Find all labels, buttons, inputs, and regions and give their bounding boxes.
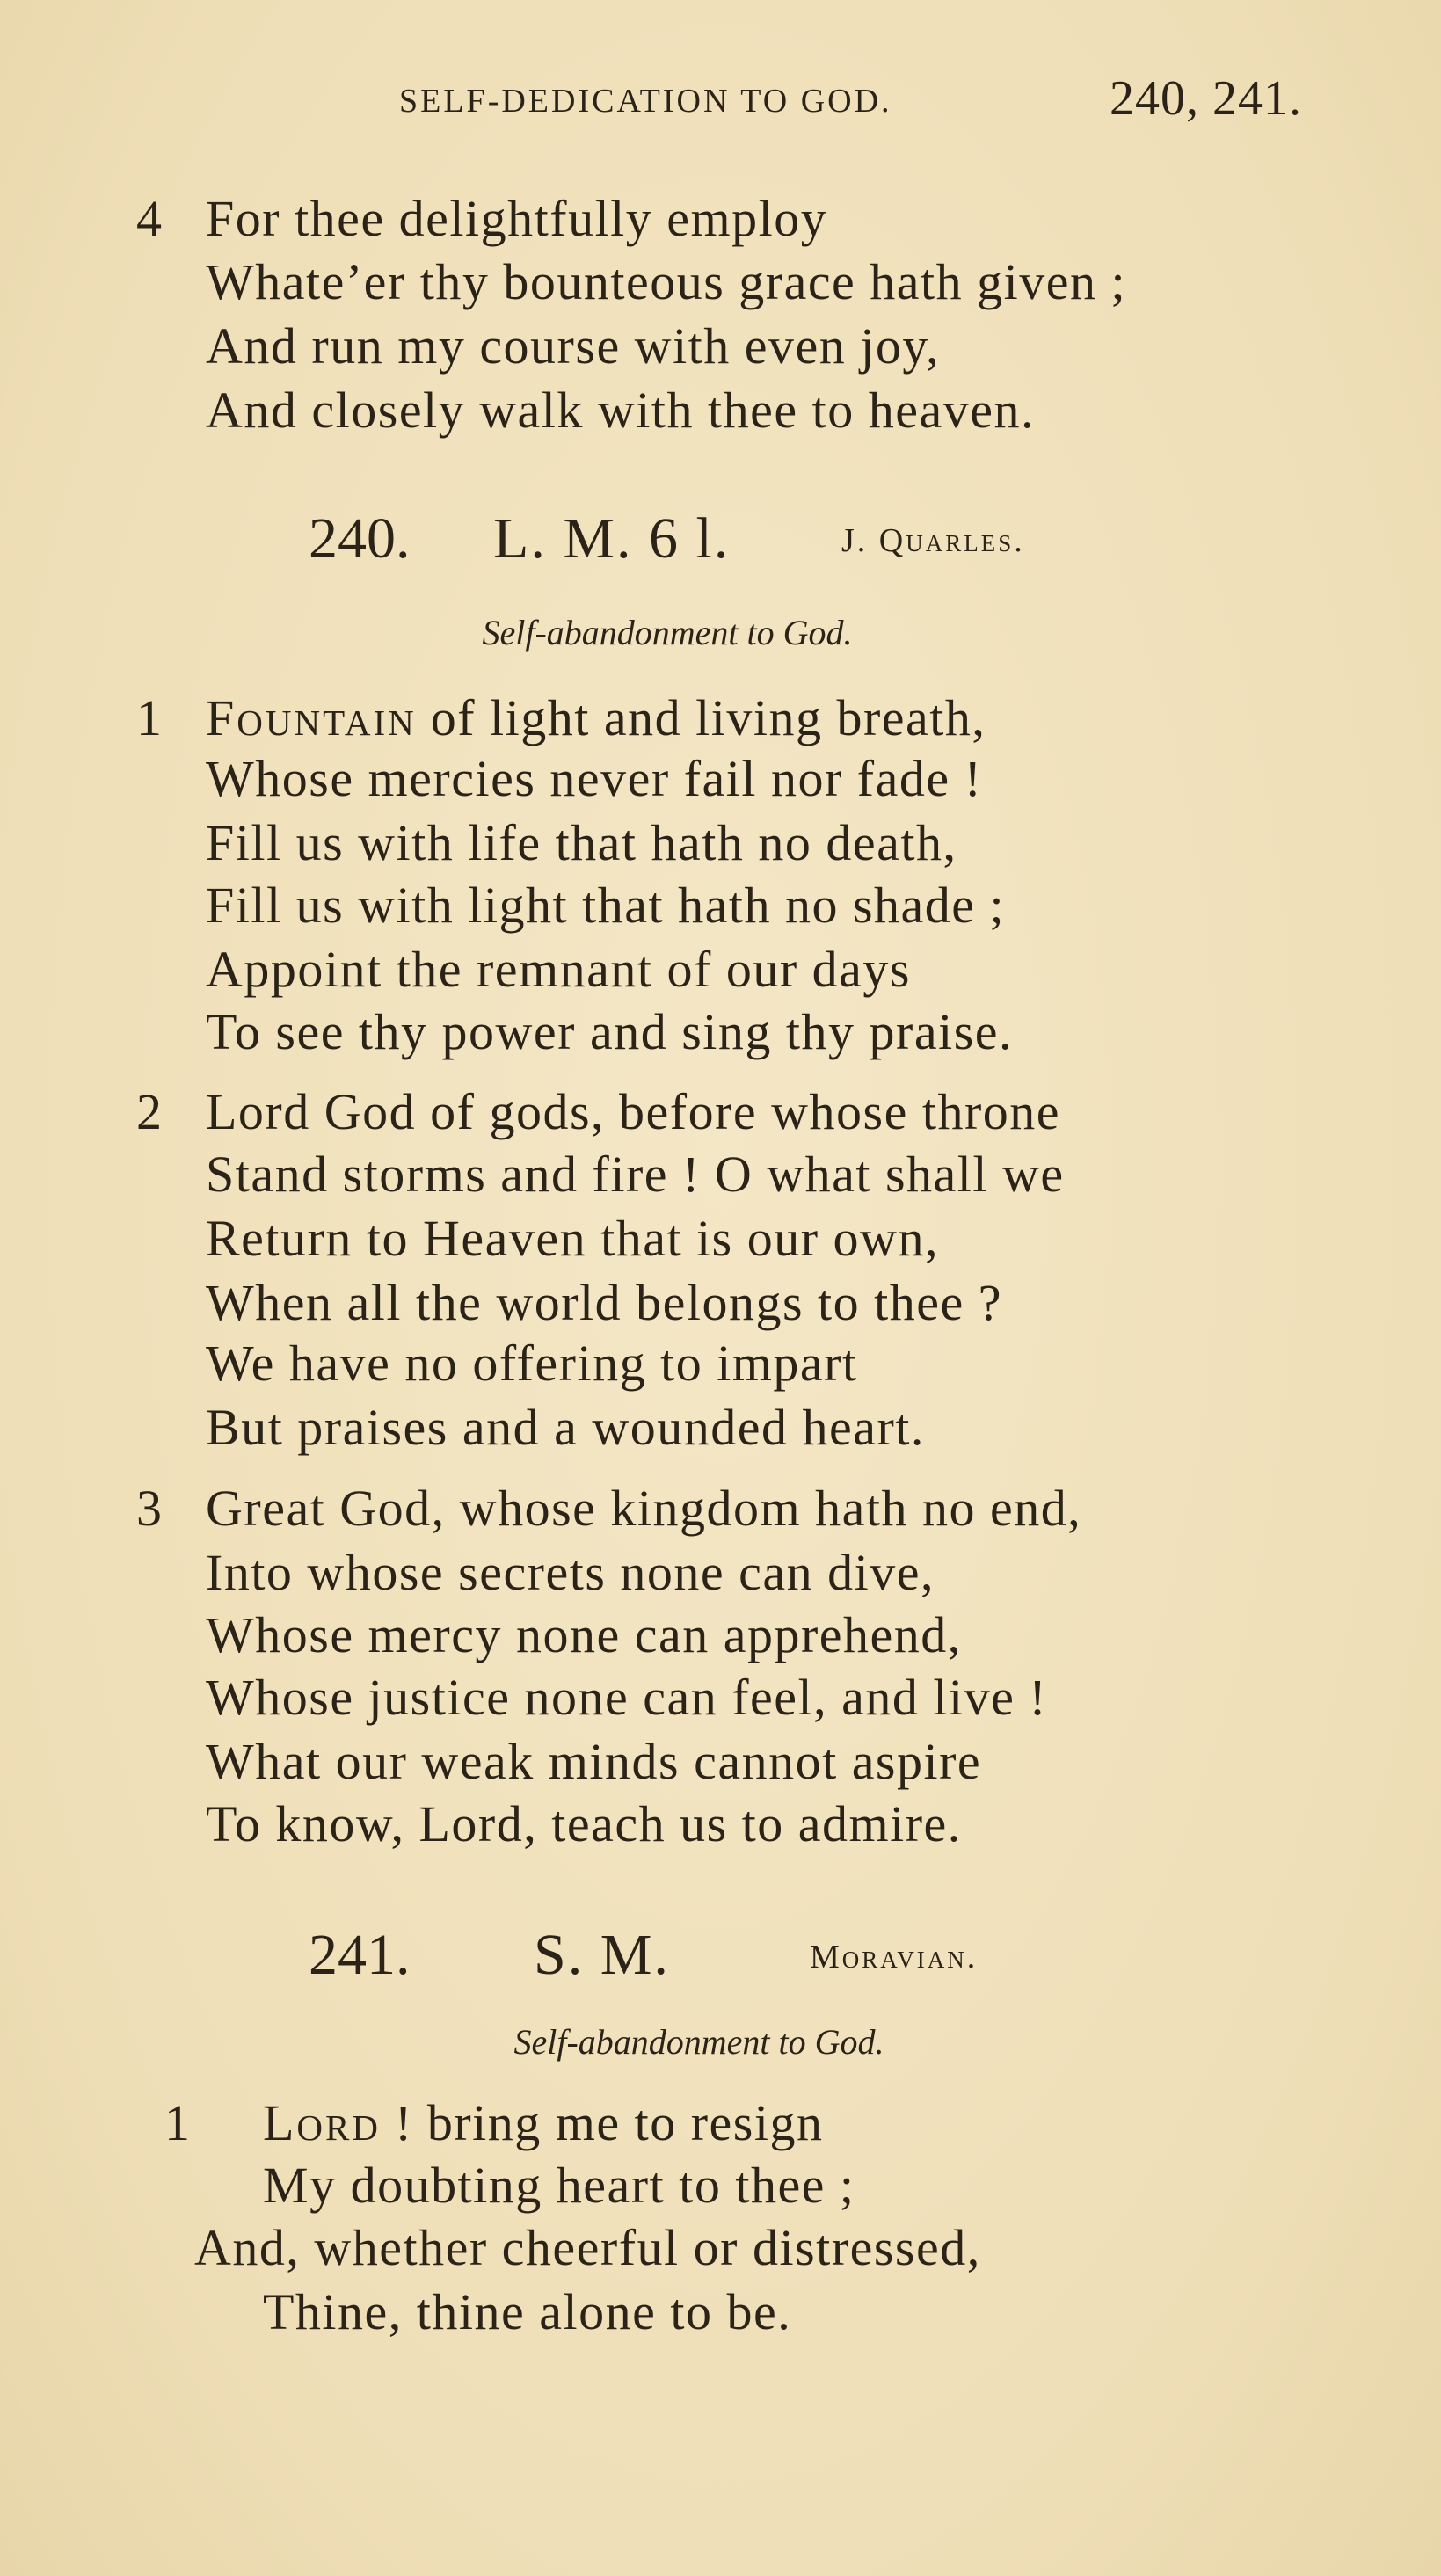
verse-line: To see thy power and sing thy praise. (206, 1003, 1014, 1060)
stanza-number: 3 (136, 1480, 162, 1537)
verse-line: Whose justice none can feel, and live ! (206, 1669, 1048, 1726)
verse-line: Return to Heaven that is our own, (206, 1210, 939, 1267)
verse-line: To know, Lord, teach us to admire. (206, 1795, 962, 1852)
stanza-number: 4 (136, 190, 162, 247)
hymn-meter: S. M. (534, 1923, 670, 1987)
hymn-meter: L. M. 6 l. (493, 506, 731, 571)
stanza-number: 2 (136, 1083, 162, 1140)
verse-line: What our weak minds cannot aspire (206, 1733, 982, 1790)
verse-line: And run my course with even joy, (206, 317, 941, 375)
hymn-subtitle: Self-abandonment to God. (513, 2022, 884, 2062)
verse-line (206, 689, 986, 746)
page-numbers: 240, 241. (1110, 71, 1302, 126)
verse-line: Lord God of gods, before whose throne (206, 1083, 1061, 1140)
hymn-number: 240. (309, 506, 411, 571)
verse-line: But praises and a wounded heart. (206, 1399, 925, 1456)
running-head-title: SELF-DEDICATION TO GOD. (399, 83, 892, 120)
verse-line: Great God, whose kingdom hath no end, (206, 1480, 1082, 1537)
lead-word: Fountain (206, 689, 417, 746)
verse-line: We have no offering to impart (206, 1335, 858, 1392)
stanza-number: 1 (164, 2094, 190, 2151)
verse-line: And, whether cheerful or distressed, (194, 2219, 981, 2276)
verse-line: Fill us with light that hath no shade ; (206, 877, 1006, 934)
verse-line: Stand storms and fire ! O what shall we (206, 1146, 1065, 1203)
verse-line: Into whose secrets none can dive, (206, 1544, 935, 1601)
stanza-number: 1 (136, 689, 162, 746)
verse-line-rest: of light and living breath, (416, 689, 986, 746)
verse-line (263, 2094, 824, 2151)
verse-line: Whate’er thy bounteous grace hath given ; (206, 253, 1127, 310)
verse-line: Appoint the remnant of our days (206, 941, 911, 998)
hymn-author: Moravian. (810, 1939, 979, 1976)
hymn-author: J. Quarles. (841, 522, 1025, 559)
verse-line: When all the world belongs to thee ? (206, 1274, 1003, 1331)
verse-line: Fill us with life that hath no death, (206, 814, 957, 871)
verse-line: And closely walk with thee to heaven. (206, 382, 1035, 439)
verse-line: Whose mercies never fail nor fade ! (206, 750, 983, 807)
verse-line: Whose mercy none can apprehend, (206, 1606, 962, 1663)
verse-line-rest: ! bring me to resign (381, 2094, 824, 2151)
verse-line: Thine, thine alone to be. (263, 2283, 792, 2340)
lead-word: Lord (263, 2094, 381, 2151)
verse-line: My doubting heart to thee ; (263, 2157, 855, 2214)
hymn-number: 241. (309, 1923, 411, 1987)
hymn-subtitle: Self-abandonment to God. (482, 613, 853, 652)
verse-line: For thee delightfully employ (206, 190, 828, 247)
